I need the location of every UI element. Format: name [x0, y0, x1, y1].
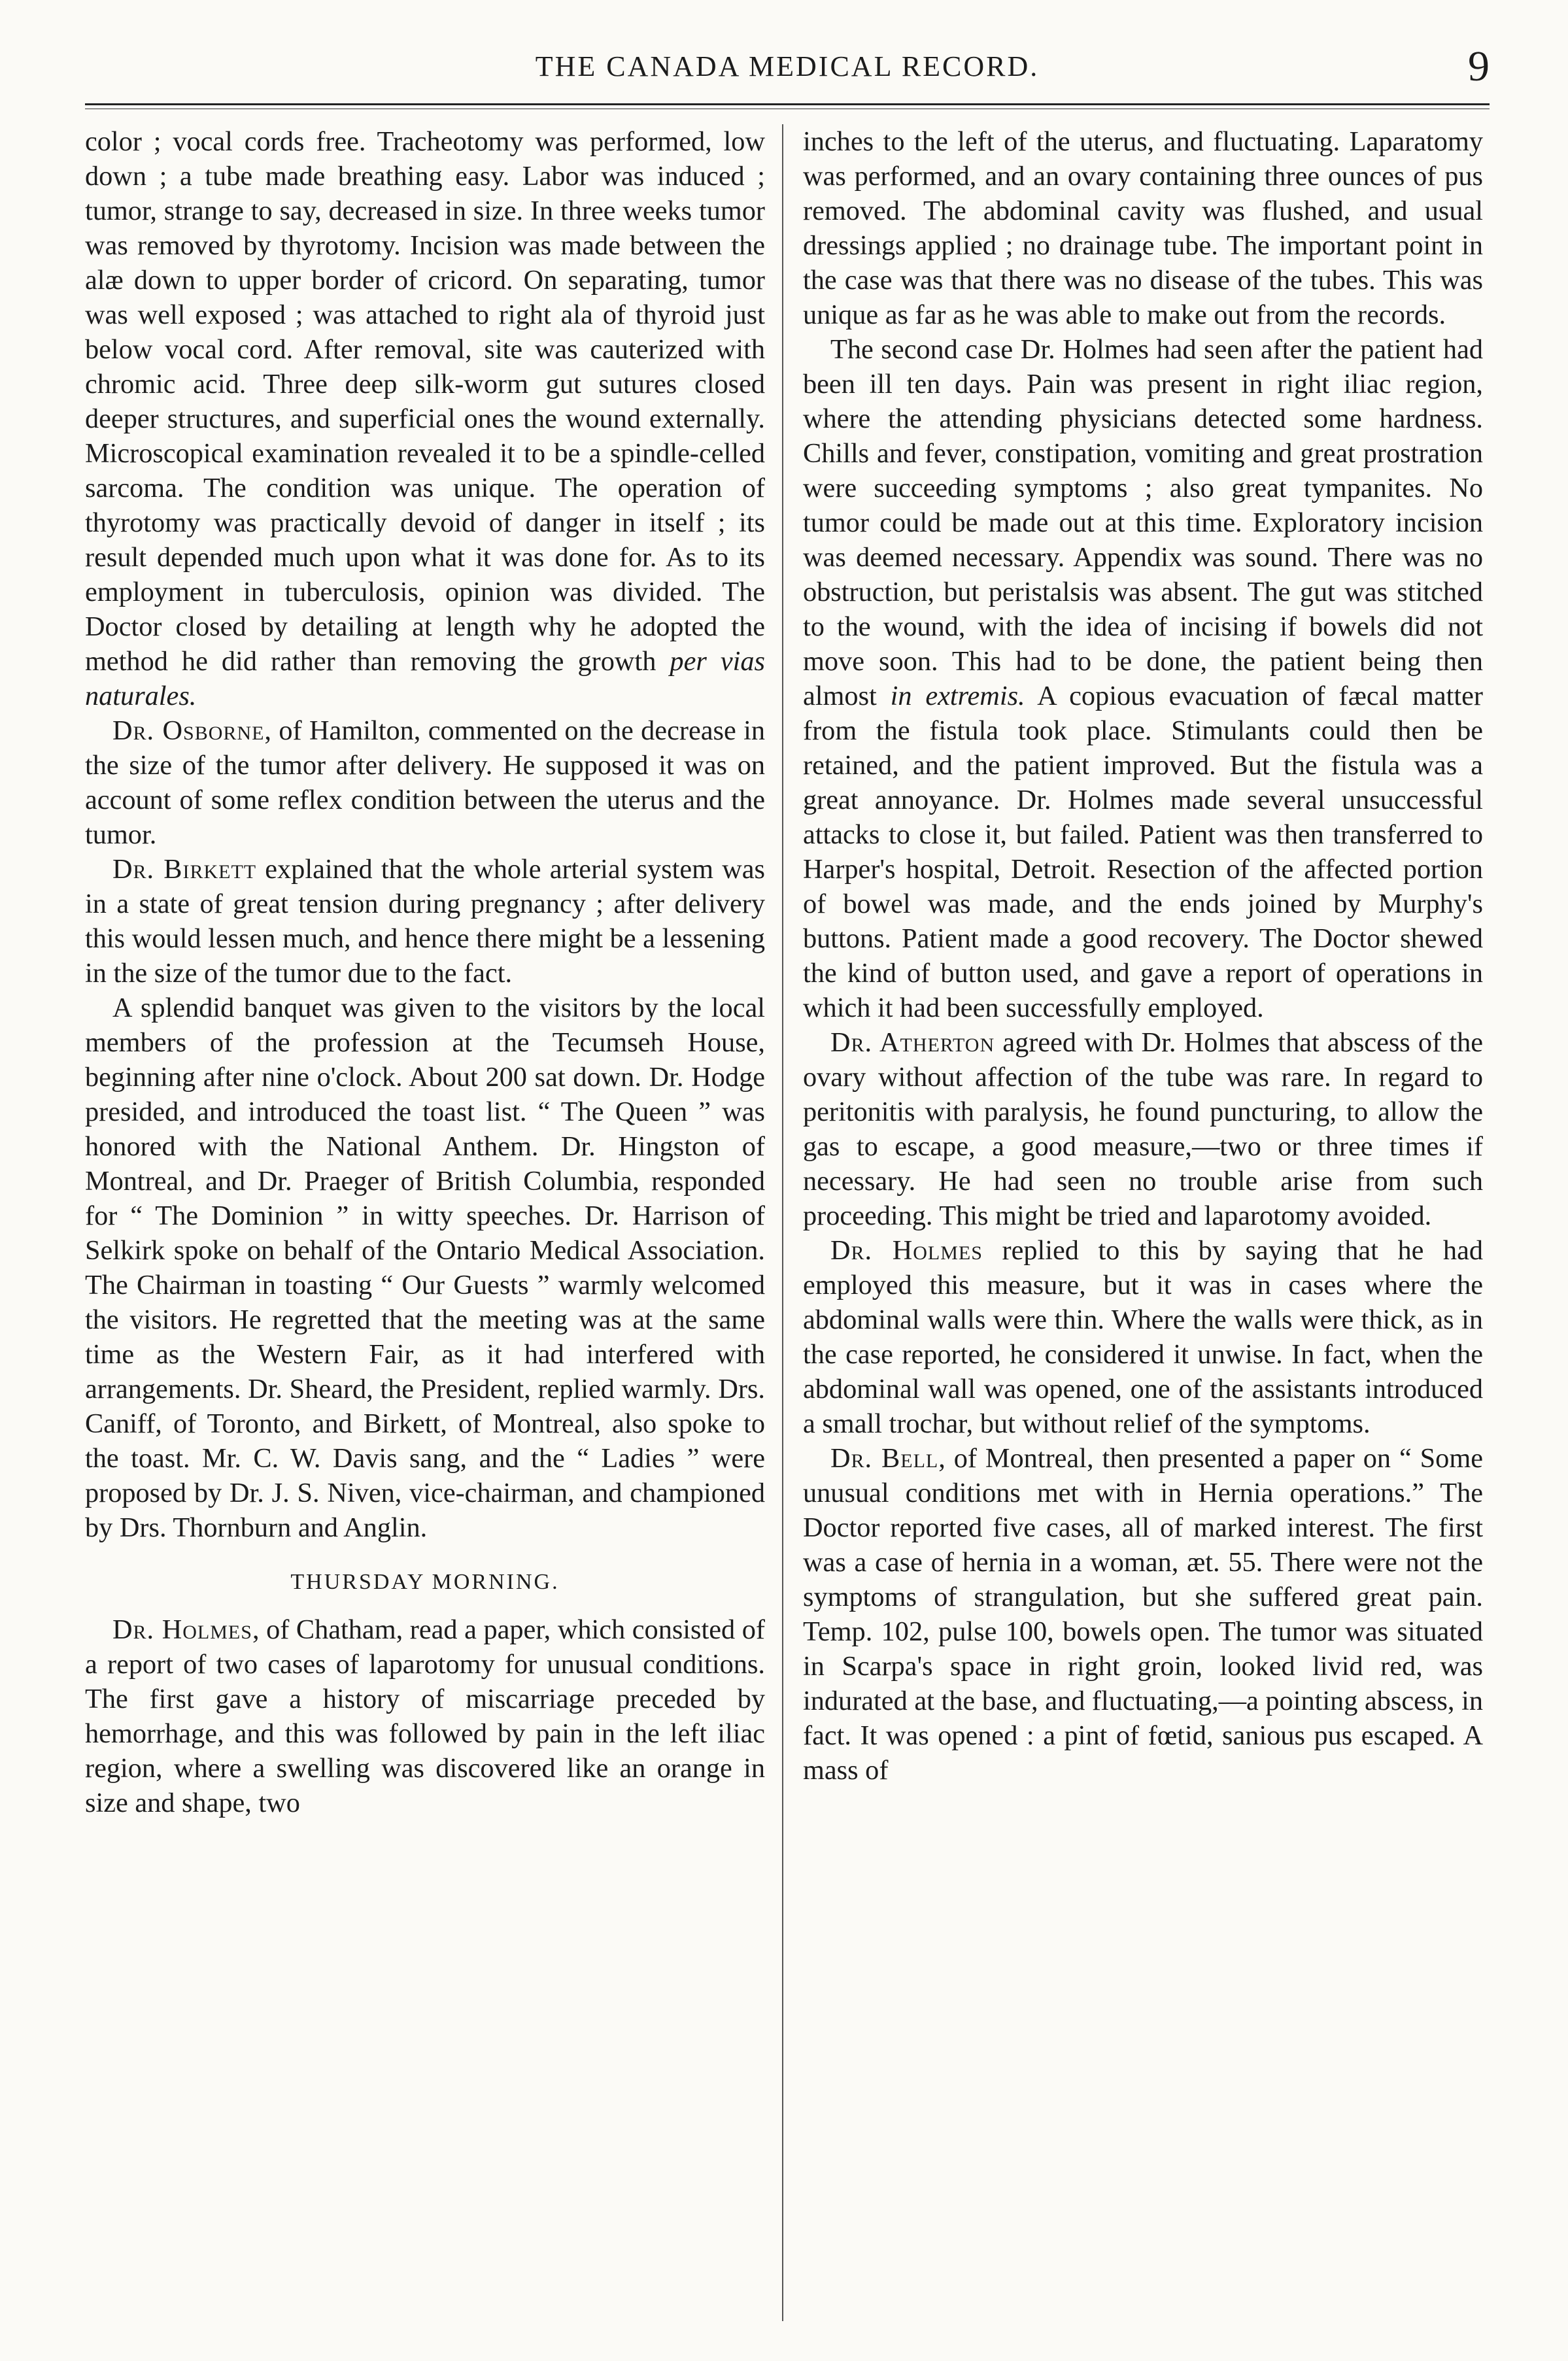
page-number: 9 — [1468, 42, 1490, 90]
column-divider — [782, 124, 783, 2321]
paragraph — [85, 1612, 765, 1820]
paragraph-text: , of Hamilton, commented on the decrease in the size of the tumor after delivery. He supposed it was on account of some reflex condition between the uterus and the tumor. — [85, 715, 765, 850]
paragraph — [803, 332, 1483, 1025]
speaker-name: Dr. Bell — [830, 1443, 939, 1474]
left-column — [85, 124, 765, 2322]
italic-phrase: in extremis. — [890, 681, 1025, 711]
speaker-name: Dr. Atherton — [830, 1027, 995, 1058]
header-rule-thick — [85, 103, 1490, 105]
paragraph-text: inches to the left of the uterus, and fluctuating. Laparatomy was performed, and an ovary containing three ounces of pus removed. The abdominal cavity was flushed, and usual dressings applied ; no drainage tube. The important point in the case was that there was no disease of the tubes. This was unique as far as he was able to make out from the records. — [803, 126, 1483, 330]
running-title: THE CANADA MEDICAL RECORD. — [535, 50, 1040, 82]
paragraph — [803, 124, 1483, 332]
paragraph-text: agreed with Dr. Holmes that abscess of the ovary without affection of the tube was rare. In regard to peritonitis with paralysis, he found puncturing, to allow the gas to escape, a good measure,—two or three times if necessary. He had seen no trouble arise from such proceeding. This might be tried and laparotomy avoided. — [803, 1027, 1483, 1231]
paragraph — [85, 124, 765, 713]
right-column — [803, 124, 1483, 2322]
paragraph — [85, 991, 765, 1545]
italic-phrase: per vias naturales. — [85, 646, 765, 711]
speaker-name: Dr. Holmes — [830, 1235, 983, 1266]
paragraph-text: explained that the whole arterial system was in a state of great tension during pregnancy ; after delivery this would lessen much, and hence there might be a lessening in the size of the tumor due to the fact. — [85, 854, 765, 989]
paragraph — [803, 1025, 1483, 1233]
speaker-name: Dr. Holmes — [112, 1614, 252, 1645]
paragraph — [803, 1233, 1483, 1441]
paragraph-text: , of Montreal, then presented a paper on “ Some unusual conditions met with in Hernia operations.” The Doctor reported five cases, all of marked interest. The first was a case of hernia in a woman, æt. 55. There were not the symptoms of strangulation, but she suffered great pain. Temp. 102, pulse 100, bowels open. The tumor was situated in Scarpa's space in right groin, looked livid red, was indurated at the base, and fluctuating,—a pointing abscess, in fact. It was opened : a pint of fœtid, sanious pus escaped. A mass of — [803, 1443, 1483, 1786]
speaker-name: Dr. Birkett — [112, 854, 257, 885]
paragraph — [85, 713, 765, 852]
paragraph — [803, 1441, 1483, 1788]
paragraph-text: The second case Dr. Holmes had seen after the patient had been ill ten days. Pain was present in right iliac region, where the attending physicians detected some hardness. Chills and fever, constipation, vomiting and great prostration were succeeding symptoms ; also great tympanites. No tumor could be made out at this time. Exploratory incision was deemed necessary. Appendix was sound. There was no obstruction, but peristalsis was absent. The gut was stitched to the wound, with the idea of incising if bowels did not move soon. This had to be done, the patient being then almost — [803, 334, 1483, 711]
page-header — [85, 42, 1490, 98]
paragraph-text: A splendid banquet was given to the visitors by the local members of the profession at the Tecumseh House, beginning after nine o'clock. About 200 sat down. Dr. Hodge presided, and introduced the toast list. “ The Queen ” was honored with the National Anthem. Dr. Hingston of Montreal, and Dr. Praeger of British Columbia, responded for “ The Dominion ” in witty speeches. Dr. Harrison of Selkirk spoke on behalf of the Ontario Medical Association. The Chairman in toasting “ Our Guests ” warmly welcomed the visitors. He regretted that the meeting was at the same time as the Western Fair, as it had interfered with arrangements. Dr. Sheard, the President, replied warmly. Drs. Caniff, of Toronto, and Birkett, of Montreal, also spoke to the toast. Mr. C. W. Davis sang, and the “ Ladies ” were proposed by Dr. J. S. Niven, vice-chairman, and championed by Drs. Thornburn and Anglin. — [85, 993, 765, 1543]
paragraph-text: color ; vocal cords free. Tracheotomy was performed, low down ; a tube made breathing easy. Labor was induced ; tumor, strange to say, decreased in size. In three weeks tumor was removed by thyrotomy. Incision was made between the alæ down to upper border of cricord. On separating, tumor was well exposed ; was attached to right ala of thyroid just below vocal cord. After removal, site was cauterized with chromic acid. Three deep silk-worm gut sutures closed deeper structures, and superficial ones the wound externally. Microscopical examination revealed it to be a spindle-celled sarcoma. The condition was unique. The operation of thyrotomy was practically devoid of danger in itself ; its result depended much upon what it was done for. As to its employment in tuberculosis, opinion was divided. The Doctor closed by detailing at length why he adopted the method he did rather than removing the growth — [85, 126, 765, 677]
paragraph-text: replied to this by saying that he had employed this measure, but it was in cases where the abdominal walls were thin. Where the walls were thick, as in the case reported, he considered it unwise. In fact, when the abdominal wall was opened, one of the assistants introduced a small trochar, but without relief of the symptoms. — [803, 1235, 1483, 1439]
paragraph-text: A copious evacuation of fæcal matter from the fistula took place. Stimulants could then be retained, and the patient improved. But the fistula was a great annoyance. Dr. Holmes made several unsuccessful attacks to close it, but failed. Patient was then transferred to Harper's hospital, Detroit. Resection of the affected portion of bowel was made, and the ends joined by Murphy's buttons. Patient made a good recovery. The Doctor shewed the kind of button used, and gave a report of operations in which it had been successfully employed. — [803, 681, 1483, 1023]
section-heading: THURSDAY MORNING. — [290, 1570, 560, 1594]
paragraph-text: , of Chatham, read a paper, which consisted of a report of two cases of laparotomy for unusual conditions. The first gave a history of miscarriage preceded by hemorrhage, and this was followed by pain in the left iliac region, where a swelling was discovered like an orange in size and shape, two — [85, 1614, 765, 1818]
speaker-name: Dr. Osborne — [112, 715, 265, 746]
paragraph — [85, 852, 765, 991]
